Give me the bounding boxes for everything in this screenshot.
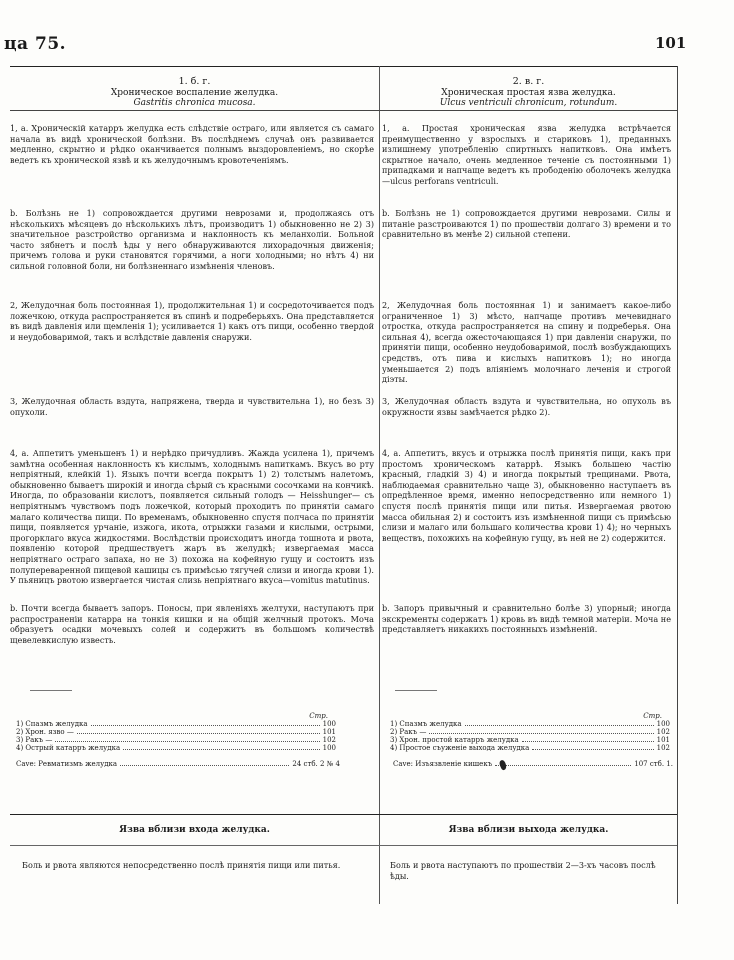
table-right-rule bbox=[677, 66, 678, 904]
left-column-number: 1. б. г. bbox=[178, 76, 211, 87]
right-paragraph-1a: 1, а. Простая хроническая язва желудка встрѣчается преимущественно у взрослыхъ и стариковъ 1), преданныхъ излишнему употребленію спиртныхъ напитковъ. Она имѣетъ скрытное начало, очень медленное теченіе съ постоянными 1) припадками и напчаще ведетъ къ прободенію оболочекъ желудка—ulcus perforans ventriculi. bbox=[382, 123, 671, 186]
bottom-section-rule bbox=[10, 814, 677, 815]
bottom-left-title: Язва вблизи входа желудка. bbox=[119, 825, 270, 835]
left-paragraph-4a: 4, а. Аппетитъ уменьшенъ 1) и нерѣдко причудливъ. Жажда усилена 1), причемъ замѣтна особенная наклонность къ кислымъ, холоднымъ напиткамъ. Вкусъ во рту непріятный, клейкій 1). Языкъ почти всегда покрытъ 1) 2) толстымъ налетомъ, обыкновенно бываетъ широкій и иногда сѣрый съ красными сосочками на кончикѣ. Иногда, по образованіи кислотъ, появляется сильный голодъ — Heisshunger— съ непріятнымъ чувствомъ подъ ложечкой, который проходитъ по принятіи самаго малаго количества пищи. По временамъ, обыкновенно спустя полчаса по принятіи пищи, появляется урчаніе, изжога, икота, отрыжки газами и кислыми, острыми, прогорклаго вкуса жидкостями. Вослѣдствіи происходитъ иногда тошнота и рвота, появленію которой предшествуетъ жаръ въ желудкѣ; извергаемая масса непріятнаго остраго запаха, но не 3) похожа на кофейную гущу и состоитъ изъ полупереваренной пищевой кашицы съ примѣсью тягучей слизи и иногда крови 1). У пьяницъ рвотою извергается чистая слизь непріятнаго вкуса—vomitus matutinus. bbox=[10, 448, 374, 586]
right-notes-separator bbox=[395, 690, 437, 691]
left-paragraph-2: 2, Желудочная боль постоянная 1), продолжительная 1) и сосредоточивается подъ ложечкою, откуда распространяется въ спинѣ и подреберьяхъ. Она представляется въ видѣ давленія или щемленія 1); усиливается 1) какъ отъ пищи, особенно твердой и неудобоваримой, такъ и вслѣдствіе давленія снаружи. bbox=[10, 300, 374, 342]
left-column-heading bbox=[10, 77, 379, 109]
bottom-right-text: Боль и рвота наступаютъ по прошествіи 2—3-хъ часовъ послѣ ѣды. bbox=[390, 860, 656, 881]
left-notes-separator bbox=[30, 690, 72, 691]
left-paragraph-3: 3, Желудочная область вздута, напряжена, тверда и чувствительна 1), но безъ 3) опухоли. bbox=[10, 396, 374, 417]
header-rule bbox=[10, 110, 677, 111]
column-divider bbox=[379, 66, 380, 904]
left-column-latin: Gastritis chronica mucosa. bbox=[133, 98, 256, 108]
list-item: 1) Спазмъ желудка 100 bbox=[16, 720, 336, 728]
bottom-right-title: Язва вблизи выхода желудка. bbox=[448, 825, 609, 835]
right-cross-reference-list bbox=[390, 712, 670, 752]
list-item: 2) Ракъ — 102 bbox=[390, 728, 670, 736]
left-paragraph-4b: b. Почти всегда бываетъ запоръ. Поносы, при явленіяхъ желтухи, наступаютъ при распространеніи катарра на тонкія кишки и на общій желчный протокъ. Моча образуетъ осадки мочевыхъ солей и содержитъ въ большомъ количествѣ щевелевкислую известь. bbox=[10, 603, 374, 645]
right-paragraph-3: 3, Желудочная область вздута и чувствительна, но опухоль въ окружности язвы замѣчается рѣдко 2). bbox=[382, 396, 671, 417]
page-number: 101 bbox=[655, 34, 687, 52]
list-item: 4) Простое съуженіе выхода желудка 102 bbox=[390, 744, 670, 752]
right-column-heading bbox=[380, 77, 677, 109]
right-column-latin: Ulcus ventriculi chronicum, rotundum. bbox=[439, 98, 618, 108]
left-cave-note: Cave: Ревматизмъ желудка 24 стб. 2 № 4 bbox=[16, 760, 340, 768]
page-running-head: ца 75. bbox=[4, 34, 67, 54]
list-item: 1) Спазмъ желудка 100 bbox=[390, 720, 670, 728]
right-paragraph-4b: b. Запоръ привычный и сравнительно болѣе 3) упорный; иногда экскременты содержатъ 1) кровь въ видѣ темной матеріи. Моча не представляетъ никакихъ постоянныхъ измѣненій. bbox=[382, 603, 671, 635]
left-notes-page-header: Стр. bbox=[309, 712, 328, 720]
list-item: 3) Хрон. простой катарръ желудка 101 bbox=[390, 736, 670, 744]
bottom-header-rule bbox=[10, 845, 677, 846]
left-paragraph-1b: b. Болѣзнь не 1) сопровождается другими неврозами и, продолжаясь отъ нѣсколькихъ мѣсяцевъ до нѣсколькихъ лѣтъ, производитъ 1) обыкновенно не 2) 3) значительное разстройство организма и наклонность къ меланхоліи. Больной часто зябнетъ и послѣ ѣды у него обнаруживаются лихорадочныя движенія; причемъ голова и руки становятся горячими, а ноги холодными; но нѣтъ 4) ни сильной головной боли, ни болѣзненнаго измѣненія членовъ. bbox=[10, 208, 374, 271]
list-item: 2) Хрон. язво — 101 bbox=[16, 728, 336, 736]
left-cross-reference-list bbox=[16, 712, 336, 752]
right-paragraph-2: 2, Желудочная боль постоянная 1) и занимаетъ какое-либо ограниченное 1) 3) мѣсто, напчаще противъ мечевиднаго отростка, откуда распространяется на спину и подреберья. Она сильная 4), всегда ожесточающаяся 1) при давленіи снаружи, по принятіи пищи, особенно неудобоваримой, послѣ возбуждающихъ средствъ, отъ пива и кислыхъ напитковъ 1); но иногда уменьшается 2) подъ вліяніемъ молочнаго леченія и строгой діэты. bbox=[382, 300, 671, 385]
right-paragraph-1b: b. Болѣзнь не 1) сопровождается другими неврозами. Силы и питаніе разстроиваются 1) по прошествіи долгаго 3) времени и то сравнительно въ менѣе 2) сильной степени. bbox=[382, 208, 671, 240]
right-paragraph-4a: 4, а. Аппетитъ, вкусъ и отрыжка послѣ принятія пищи, какъ при простомъ хроническомъ катаррѣ. Языкъ большею частію красный, гладкій 3) 4) и иногда покрытый трещинами. Рвота, наблюдаемая сравнительно чаще 3), обыкновенно наступаетъ въ опредѣленное время, именно непосредственно или немного 1) спустя послѣ принятія пищи или питья. Извергаемая рвотою масса обильная 2) и состоитъ изъ измѣненной пищи съ примѣсью слизи и малаго или большаго количества крови 1) 4); но черныхъ веществъ, похожихъ на кофейную гущу, въ ней не 2) содержится. bbox=[382, 448, 671, 543]
list-item: 4) Острый катарръ желудка 100 bbox=[16, 744, 336, 752]
bottom-left-text: Боль и рвота являются непосредственно послѣ принятія пищи или питья. bbox=[22, 860, 341, 870]
table-top-rule bbox=[10, 66, 677, 67]
right-notes-page-header: Стр. bbox=[643, 712, 662, 720]
right-column-number: 2. в. г. bbox=[512, 76, 545, 87]
left-paragraph-1a: 1, а. Хроническій катарръ желудка есть слѣдствіе остраго, или является съ самаго начала въ видѣ хронической болѣзни. Въ послѣднемъ случаѣ онъ развивается медленно, скрытно и рѣдко оканчивается полнымъ выздоровленіемъ, но скорѣе ведетъ къ хронической язвѣ и къ желудочнымъ кровотеченіямъ. bbox=[10, 123, 374, 165]
left-column-title: Хроническое воспаление желудка. bbox=[110, 87, 279, 98]
right-column-title: Хроническая простая язва желудка. bbox=[441, 87, 616, 98]
list-item: 3) Ракъ — 102 bbox=[16, 736, 336, 744]
right-cave-note: Cave: Изъязвленіе кишекъ 107 стб. 1. bbox=[393, 760, 673, 768]
